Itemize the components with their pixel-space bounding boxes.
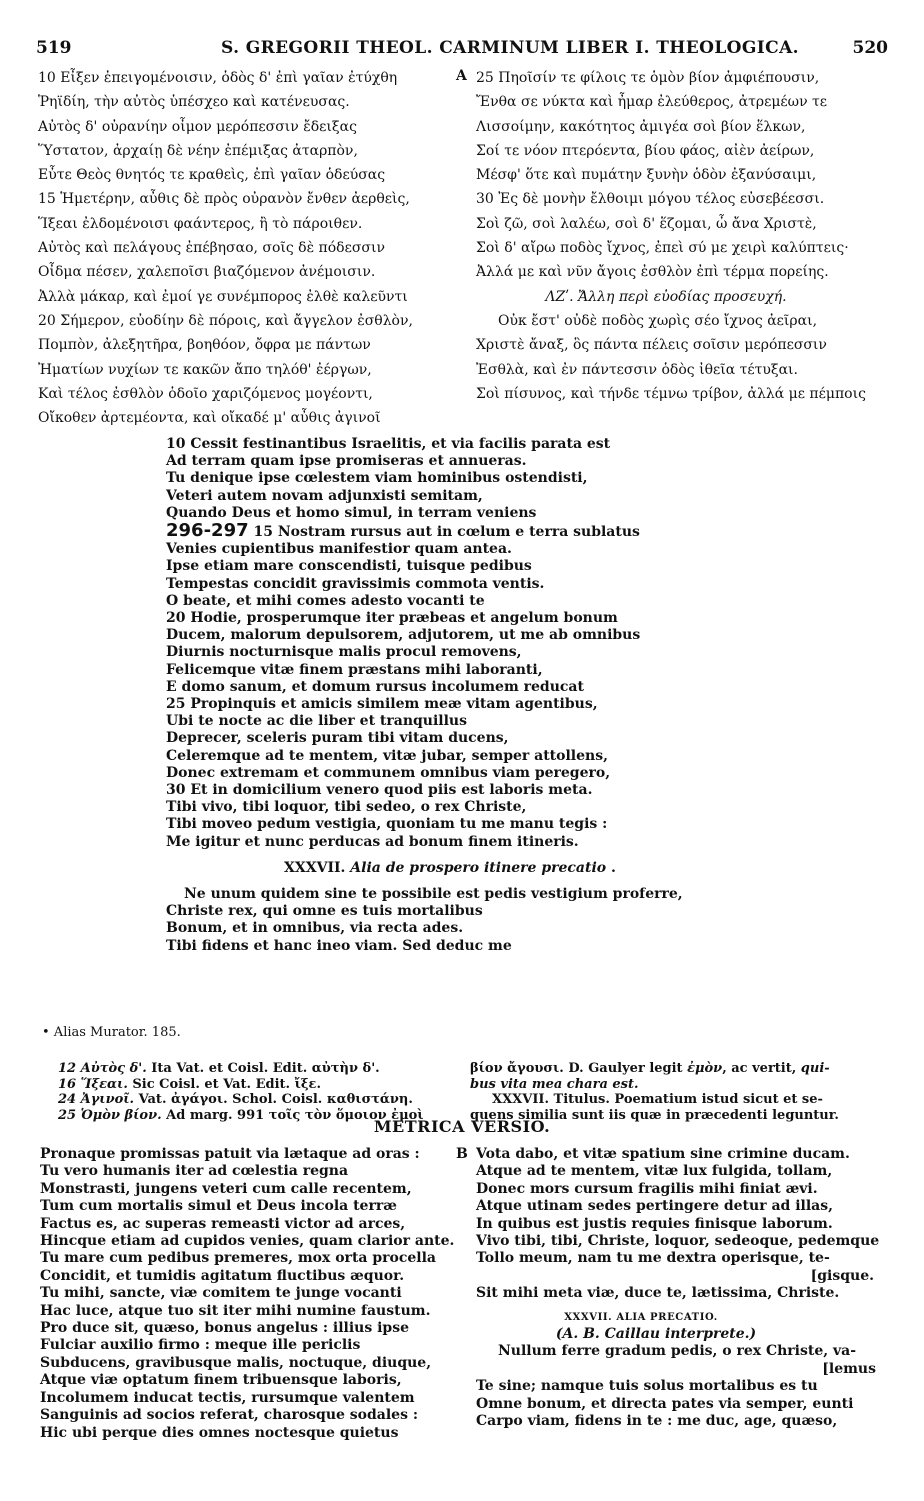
greek-left-column (38, 66, 458, 430)
verse-line: Tibi moveo pedum vestigia, quoniam tu me manu tegis : (166, 816, 608, 833)
left-page-number: 519 (36, 38, 72, 58)
verse-line: 25 Propinquis et amicis similem meæ vitam agentibus, (166, 696, 598, 713)
verse-line: Deprecer, sceleris puram tibi vitam ducens, (166, 730, 509, 747)
verse-line: Sanguinis ad socios referat, charosque sodales : (40, 1407, 419, 1424)
running-title: S. GREGORII THEOL. CARMINUM LIBER I. THEOLOGICA. (221, 38, 799, 58)
critical-notes-right (470, 1061, 890, 1123)
verse-line: In quibus est justis requies finisque laborum. (476, 1215, 833, 1232)
verse-line: Tempestas concidit gravissimis commota ventis. (166, 575, 545, 592)
verse-line: Tu mare cum pedibus premeres, mox orta procella (40, 1250, 436, 1267)
verse-line: Te sine; namque tuis solus mortalibus es tu (476, 1378, 818, 1395)
greek-poem-title: ΛΖʹ. Ἄλλη περὶ εὐοδίας προσευχή. (545, 288, 787, 305)
verse-line: Christe rex, qui omne es tuis mortalibus (166, 903, 483, 920)
verse-line: Felicemque vitæ finem præstans mihi laboranti, (166, 661, 543, 678)
right-page-number: 520 (852, 38, 888, 58)
verse-line: Donec mors cursum fragilis mihi finiat ævi. (476, 1180, 818, 1197)
verse-line: Tibi fidens et hanc ineo viam. Sed deduc me (166, 937, 512, 954)
verse-line: Ῥηϊδίη, τὴν αὐτὸς ὑπέσχεο καὶ κατένευσας. (38, 94, 350, 111)
verse-line: Σοὶ πίσυνος, καὶ τήνδε τέμνω τρίβον, ἀλλά με πέμποις (476, 385, 866, 402)
critical-notes-left (58, 1061, 468, 1123)
verse-line: Carpo viam, fidens in te : me duc, age, quæso, (476, 1413, 838, 1430)
verse-line: Ἀλλά με καὶ νῦν ἄγοις ἐσθλὸν ἐπὶ τέρμα πορείης. (476, 264, 829, 281)
verse-line: Atque utinam sedes pertingere detur ad illas, (476, 1198, 833, 1215)
verse-line: Λισσοίμην, κακότητος ἀμιγέα σοὶ βίον ἕλκων, (476, 118, 806, 135)
verse-line: Pro duce sit, quæso, bonus angelus : illius ipse (40, 1320, 409, 1337)
verse-line: Atque viæ optatum finem tribuensque laboris, (40, 1372, 402, 1389)
verse-line: Tollo meum, nam tu me dextra operisque, te- (476, 1250, 830, 1267)
note-line: 24 Ἀγινοῖ. Vat. ἀγάγοι. Schol. Coisl. καθιστάνη. (58, 1092, 413, 1108)
verse-line: 10 Εἶξεν ἐπειγομένοισιν, ὁδὸς δ' ἐπὶ γαῖαν ἐτύχθη (38, 70, 398, 86)
verse-continuation: [gisque. (810, 1267, 874, 1284)
verse-line: Πομπὸν, ἀλεξητῆρα, βοηθόον, ὄφρα με πάντων (38, 337, 371, 354)
verse-line: Fulciar auxilio firmo : meque ille periclis (40, 1337, 361, 1354)
verse-line: Concidit, et tumidis agitatum fluctibus æquor. (40, 1267, 405, 1284)
alias-footnote: • Alias Murator. 185. (42, 1025, 181, 1040)
verse-line: Οὐκ ἔστ' οὐδὲ ποδὸς χωρὶς σέο ἴχνος ἀεῖραι, (498, 312, 818, 329)
verse-line: Me igitur et nunc perducas ad bonum finem itineris. (166, 833, 579, 850)
verse-line: Tu vero humanis iter ad cœlestia regna (40, 1163, 349, 1180)
verse-line: O beate, et mihi comes adesto vocanti te (166, 592, 485, 609)
verse-line: 10 Cessit festinantibus Israelitis, et via facilis parata est (166, 436, 611, 452)
latin-translation (166, 436, 886, 955)
verse-line: Μέσφ' ὅτε καὶ πυμάτην ξυνὴν ὁδὸν ἐξανύσαιμι, (476, 167, 817, 184)
verse-line: 25 Πηοῖσίν τε φίλοις τε ὁμὸν βίον ἀμφιέπουσιν, (476, 70, 820, 86)
verse-line: Incolumem inducat tectis, rursumque valentem (40, 1389, 415, 1406)
verse-line: Hac luce, atque tuo sit iter mihi numine faustum. (40, 1302, 431, 1319)
verse-line: Donec extremam et communem omnibus viam peregero, (166, 764, 611, 781)
verse-line: Ἠματίων νυχίων τε κακῶν ἄπο τηλόθ' ἐέργων, (38, 361, 372, 378)
verse-line: Ἔνθα σε νύκτα καὶ ἦμαρ ἐλεύθερος, ἀτρεμέων τε (476, 94, 828, 111)
verse-line: Atque ad te mentem, vitæ lux fulgida, tollam, (476, 1163, 833, 1180)
verse-line: Ducem, malorum depulsorem, adjutorem, ut me ab omnibus (166, 627, 641, 644)
verse-line: Ne unum quidem sine te possibile est pedis vestigium proferre, (184, 886, 683, 903)
verse-line: 15 Ἡμετέρην, αὖθις δὲ πρὸς οὐρανὸν ἔνθεν ἀερθεὶς, (38, 191, 410, 208)
verse-line: Tibi vivo, tibi loquor, tibi sedeo, o rex Christe, (166, 799, 527, 816)
verse-line: Veteri autem novam adjunxisti semitam, (166, 487, 483, 504)
note-line: XXXVII. Titulus. Poematium istud sicut et se- (492, 1092, 823, 1108)
verse-line: Omne bonum, et directa pates via semper, eunti (476, 1395, 854, 1412)
verse-line: 30 Ἐς δὲ μονὴν ἔλθοιμι μόγου τέλος εὐσεβέεσσι. (476, 191, 825, 208)
verse-line: Καὶ τέλος ἐσθλὸν ὁδοῖο χαριζόμενος μογέοντι, (38, 385, 373, 402)
verse-line: Venies cupientibus manifestior quam antea. (166, 541, 512, 558)
running-header (36, 38, 888, 62)
verse-line: Factus es, ac superas remeasti victor ad arces, (40, 1215, 406, 1232)
note-line: βίον ἄγουσι. D. Gaulyer legit ἐμὸν, ac vertit, qui- (470, 1061, 830, 1076)
alia-precatio-title: XXXVII. ALIA PRECATIO. (564, 1311, 718, 1323)
verse-line: Nullum ferre gradum pedis, o rex Christe, va- (498, 1343, 857, 1360)
verse-line: Hic ubi perque dies omnes noctesque quietus (40, 1424, 399, 1441)
verse-line: Οἶδμα πέσεν, χαλεποῖσι βιαζόμενον ἀνέμοισιν. (38, 264, 376, 281)
note-line: bus vita mea chara est. (470, 1076, 639, 1092)
note-line: 12 Αὐτὸς δ'. Ita Vat. et Coisl. Edit. αὐτὴν δ'. (58, 1061, 380, 1076)
verse-line: Sit mihi meta viæ, duce te, lætissima, Christe. (476, 1285, 840, 1302)
verse-line: Ad terram quam ipse promiseras et annueras. (166, 453, 527, 470)
verse-line: Ubi te nocte ac die liber et tranquillus (166, 713, 467, 730)
verse-continuation: [lemus (822, 1360, 876, 1377)
verse-line: Χριστὲ ἄναξ, ὃς πάντα πέλεις σοῖσιν μερόπεσσιν (476, 337, 827, 354)
verse-line: Bonum, et in omnibus, via recta ades. (166, 920, 464, 937)
verse-line: Εὖτε Θεὸς θνητός τε κραθεὶς, ἐπὶ γαῖαν ὁδεύσας (38, 167, 386, 184)
verse-line: Ἀλλὰ μάκαρ, καὶ ἐμοί γε συνέμπορος ἐλθὲ καλεῦντι (38, 288, 408, 305)
verse-line: Ἐσθλὰ, καὶ ἐν πάντεσσιν ὁδὸς ἰθεῖα τέτυξαι. (476, 361, 798, 378)
section-marker-b: B (456, 1146, 468, 1162)
column-number: 296-297 (166, 520, 249, 542)
verse-line: Ipse etiam mare conscendisti, tuisque pedibus (166, 558, 532, 575)
verse-line: Tu mihi, sancte, viæ comitem te junge vocanti (40, 1285, 402, 1302)
verse-line: Tum cum mortalis simul et Deus incola terræ (40, 1198, 397, 1215)
verse-line: Vivo tibi, tibi, Christe, loquor, sedeoque, pedemque (476, 1233, 880, 1250)
verse-line: Ἵξεαι ἐλδομένοισι φαάντερος, ἢ τὸ πάροιθεν. (38, 215, 363, 232)
note-line: 25 Ὁμὸν βίον. Ad marg. 991 τοῖς τὸν ὅμοιον ἐμοὶ (58, 1107, 424, 1123)
verse-line: 30 Et in domicilium venero quod piis est laboris meta. (166, 782, 593, 799)
verse-line: Diurnis nocturnisque malis procul removens, (166, 644, 522, 661)
verse-line: Pronaque promissas patuit via lætaque ad oras : (40, 1146, 420, 1162)
note-line: 16 Ἵξεαι. Sic Coisl. et Vat. Edit. ἴξε. (58, 1076, 321, 1092)
metrica-left-column (40, 1146, 460, 1442)
verse-line: 20 Σήμερον, εὐοδίην δὲ πόροις, καὶ ἄγγελον ἐσθλὸν, (38, 312, 413, 329)
greek-right-column (476, 66, 896, 406)
verse-line: Hincque etiam ad cupidos venies, quam clarior ante. (40, 1233, 455, 1250)
verse-line: Celeremque ad te mentem, vitæ jubar, semper attollens, (166, 747, 608, 764)
verse-line: Οἴκοθεν ἀρτεμέοντα, καὶ οἴκαδέ μ' αὖθις ἀγινοῖ (38, 410, 381, 427)
latin-poem-title: XXXVII. Alia de prospero itinere precatio . (284, 859, 616, 876)
metrica-versio-title: METRICA VERSIO. (373, 1117, 551, 1136)
note-line: quens similia sunt iis quæ in præcedenti leguntur. (470, 1107, 839, 1123)
verse-line: Αὐτὸς δ' οὐρανίην οἶμον μερόπεσσιν ἔδειξας (38, 118, 357, 135)
section-marker-a: A (456, 68, 467, 84)
verse-line: Monstrasti, jungens veteri cum calle recentem, (40, 1180, 412, 1197)
verse-line: Subducens, gravibusque malis, noctuque, diuque, (40, 1354, 432, 1371)
alia-precatio-author: (A. B. Caillau interprete.) (555, 1326, 757, 1343)
verse-line: Ὕστατον, ἀρχαίῃ δὲ νέην ἐπέμιξας ἀταρπὸν, (38, 142, 358, 159)
verse-line: Quando Deus et homo simul, in terram veniens (166, 504, 537, 521)
verse-line: Αὐτὸς καὶ πελάγους ἐπέβησαο, σοῖς δὲ πόδεσσιν (38, 240, 385, 257)
verse-line: Σοὶ ζῶ, σοὶ λαλέω, σοὶ δ' ἕζομαι, ὦ ἄνα Χριστὲ, (476, 215, 817, 232)
verse-line: Σοὶ δ' αἴρω ποδὸς ἴχνος, ἐπεὶ σύ με χειρὶ καλύπτεις· (476, 240, 849, 257)
verse-line: Tu denique ipse cœlestem viam hominibus ostendisti, (166, 470, 588, 487)
verse-line: Σοί τε νόον πτερόεντα, βίου φάος, αἰὲν ἀείρων, (476, 142, 815, 159)
verse-line-with-column-number (166, 522, 886, 541)
metrica-right-column (476, 1146, 896, 1431)
verse-line: Vota dabo, et vitæ spatium sine crimine ducam. (476, 1146, 850, 1162)
verse-text: 15 Nostram rursus aut in cœlum e terra sublatus (253, 524, 640, 541)
verse-line: 20 Hodie, prosperumque iter præbeas et angelum bonum (166, 610, 618, 627)
verse-line: E domo sanum, et domum rursus incolumem reducat (166, 678, 584, 695)
